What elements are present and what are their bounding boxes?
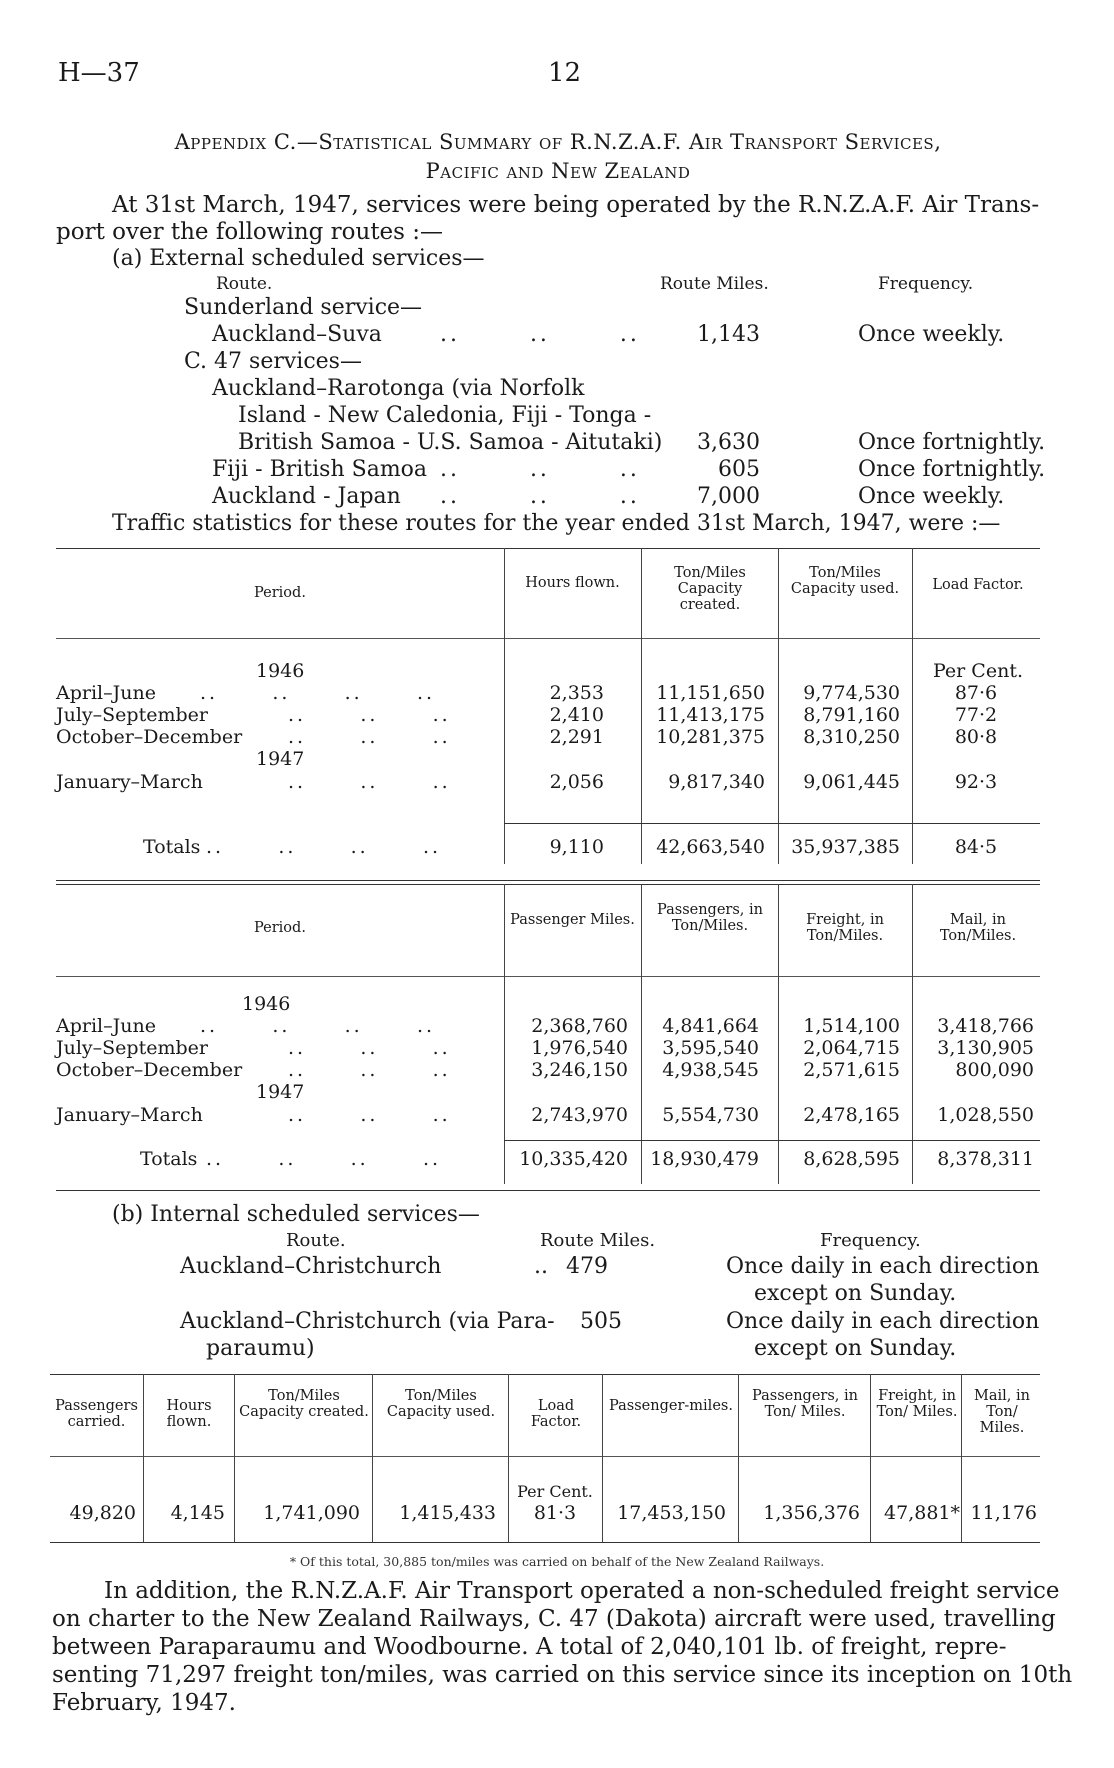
t2-row-passenger-miles: 1,976,540 bbox=[531, 1037, 628, 1059]
leader-dots: .. .. .. .. bbox=[200, 682, 436, 704]
t1-row-load-factor: 77·2 bbox=[954, 704, 998, 726]
t1-header-period: Period. bbox=[254, 585, 306, 601]
t2-row-freight: 2,478,165 bbox=[803, 1104, 900, 1126]
t3-mail: 11,176 bbox=[970, 1502, 1037, 1524]
external-group-c47: C. 47 services— bbox=[184, 349, 362, 374]
t2-row-freight: 1,514,100 bbox=[803, 1015, 900, 1037]
t3-header-passengers-ton-miles: Passengers, in Ton/ Miles. bbox=[752, 1388, 858, 1420]
internal-col-frequency: Frequency. bbox=[820, 1230, 921, 1251]
t3-capacity-created: 1,741,090 bbox=[263, 1502, 360, 1524]
closing-line-2: on charter to the New Zealand Railways, C. 47 (Dakota) aircraft were used, travelling bbox=[52, 1606, 1056, 1632]
t2-row-passengers-ton-miles: 4,841,664 bbox=[662, 1015, 759, 1037]
t2-row-passenger-miles: 2,743,970 bbox=[531, 1104, 628, 1126]
external-col-miles: Route Miles. bbox=[660, 274, 769, 294]
external-route-2-line-2: Island - New Caledonia, Fiji - Tonga - bbox=[238, 403, 652, 428]
t3-hours-flown: 4,145 bbox=[170, 1502, 225, 1524]
t2-totals-passengers-ton-miles: 18,930,479 bbox=[650, 1148, 759, 1170]
external-route-1-frequency: Once weekly. bbox=[858, 322, 1005, 347]
t1-header-capacity-used: Ton/Miles Capacity used. bbox=[790, 565, 900, 597]
external-route-2-line-1: Auckland–Rarotonga (via Norfolk bbox=[212, 376, 585, 401]
t3-header-mail: Mail, in Ton/ Miles. bbox=[974, 1388, 1030, 1436]
table-footnote: * Of this total, 30,885 ton/miles was carried on behalf of the New Zealand Railways. bbox=[289, 1554, 825, 1569]
t1-row-period: October–December bbox=[56, 726, 243, 748]
leader-dots: .. .. .. .. bbox=[200, 1015, 436, 1037]
external-route-3-miles: 605 bbox=[718, 457, 760, 482]
internal-route-1-name: Auckland–Christchurch bbox=[180, 1254, 442, 1279]
leader-dots: .. .. .. bbox=[440, 322, 640, 347]
t3-unit-note: Per Cent. bbox=[517, 1482, 593, 1501]
page-number: 12 bbox=[548, 58, 582, 88]
t1-row-hours: 2,410 bbox=[549, 704, 604, 726]
t2-totals-passenger-miles: 10,335,420 bbox=[519, 1148, 628, 1170]
t1-totals-load-factor: 84·5 bbox=[954, 836, 998, 858]
t3-header-capacity-created: Ton/Miles Capacity created. bbox=[239, 1388, 369, 1420]
external-route-1-name: Auckland–Suva bbox=[212, 322, 382, 347]
t3-load-factor: 81·3 bbox=[533, 1502, 577, 1524]
t3-freight: 47,881* bbox=[884, 1502, 960, 1524]
external-route-1-miles: 1,143 bbox=[697, 322, 760, 347]
leader-dots: .. .. .. bbox=[288, 704, 451, 726]
t2-header-mail: Mail, in Ton/Miles. bbox=[939, 912, 1017, 944]
leader-dots: .. .. .. bbox=[288, 1037, 451, 1059]
external-route-2-frequency: Once fortnightly. bbox=[858, 430, 1046, 455]
internal-route-2-frequency-line-2: except on Sunday. bbox=[754, 1336, 957, 1361]
t2-row-passengers-ton-miles: 5,554,730 bbox=[662, 1104, 759, 1126]
internal-heading: (b) Internal scheduled services— bbox=[112, 1202, 480, 1227]
internal-route-2-name-line-2: paraumu) bbox=[206, 1336, 315, 1361]
t2-row-mail: 3,418,766 bbox=[937, 1015, 1034, 1037]
leader-dots: .. .. .. bbox=[440, 484, 640, 509]
external-route-3-name: Fiji - British Samoa bbox=[212, 457, 428, 482]
t1-row-capacity-used: 8,310,250 bbox=[803, 726, 900, 748]
t2-header-period: Period. bbox=[254, 920, 306, 936]
t2-row-period: July–September bbox=[56, 1037, 208, 1059]
t1-totals-hours: 9,110 bbox=[549, 836, 604, 858]
leader-dots: .. .. .. bbox=[440, 457, 640, 482]
t1-row-load-factor: 87·6 bbox=[954, 682, 998, 704]
t1-row-load-factor: 92·3 bbox=[954, 771, 998, 793]
t2-totals-label: Totals bbox=[140, 1148, 198, 1170]
t2-row-freight: 2,064,715 bbox=[803, 1037, 900, 1059]
t3-capacity-used: 1,415,433 bbox=[399, 1502, 496, 1524]
internal-col-route: Route. bbox=[286, 1230, 346, 1251]
t2-totals-freight: 8,628,595 bbox=[803, 1148, 900, 1170]
external-col-frequency: Frequency. bbox=[878, 274, 974, 294]
external-route-4-frequency: Once weekly. bbox=[858, 484, 1005, 509]
t1-totals-label: Totals bbox=[143, 836, 201, 858]
doc-code: H—37 bbox=[58, 58, 140, 88]
t2-row-mail: 3,130,905 bbox=[937, 1037, 1034, 1059]
t1-row-hours: 2,353 bbox=[549, 682, 604, 704]
intro-line-1: At 31st March, 1947, services were being operated by the R.N.Z.A.F. Air Trans- bbox=[112, 192, 1040, 218]
t1-row-capacity-created: 10,281,375 bbox=[656, 726, 765, 748]
external-heading: (a) External scheduled services— bbox=[112, 246, 485, 271]
t1-row-period: July–September bbox=[56, 704, 208, 726]
leader-dots: .. .. .. bbox=[288, 726, 451, 748]
t3-header-hours-flown: Hours flown. bbox=[166, 1398, 212, 1430]
t1-year-1946: 1946 bbox=[256, 660, 305, 682]
t2-header-freight: Freight, in Ton/Miles. bbox=[806, 912, 884, 944]
t2-year-1947: 1947 bbox=[256, 1081, 305, 1103]
t2-row-period: October–December bbox=[56, 1059, 243, 1081]
t3-header-load-factor: Load Factor. bbox=[530, 1398, 582, 1430]
external-route-2-miles: 3,630 bbox=[697, 430, 760, 455]
external-route-2-line-3: British Samoa - U.S. Samoa - Aitutaki) bbox=[238, 430, 663, 455]
t3-passengers-ton-miles: 1,356,376 bbox=[763, 1502, 860, 1524]
t2-row-freight: 2,571,615 bbox=[803, 1059, 900, 1081]
t1-row-capacity-used: 9,774,530 bbox=[803, 682, 900, 704]
leader-dots: .. bbox=[534, 1254, 548, 1279]
t1-row-hours: 2,291 bbox=[549, 726, 604, 748]
leader-dots: .. .. .. bbox=[288, 1104, 451, 1126]
internal-route-1-frequency-line-1: Once daily in each direction bbox=[726, 1254, 1040, 1279]
t1-row-capacity-used: 8,791,160 bbox=[803, 704, 900, 726]
t2-row-mail: 1,028,550 bbox=[937, 1104, 1034, 1126]
t3-header-passenger-miles: Passenger-miles. bbox=[609, 1398, 733, 1414]
title-line-2: Pacific and New Zealand bbox=[425, 159, 691, 183]
t1-row-period: January–March bbox=[56, 771, 203, 793]
title-line-1: Appendix C.—Statistical Summary of R.N.Z.A.F. Air Transport Services, bbox=[174, 130, 942, 154]
t1-row-capacity-created: 11,151,650 bbox=[656, 682, 765, 704]
t3-header-freight: Freight, in Ton/ Miles. bbox=[876, 1388, 958, 1420]
closing-line-5: February, 1947. bbox=[52, 1690, 236, 1716]
leader-dots: .. .. .. bbox=[288, 771, 451, 793]
t1-header-capacity-created: Ton/Miles Capacity created. bbox=[674, 565, 746, 613]
external-route-4-miles: 7,000 bbox=[697, 484, 760, 509]
t2-row-passenger-miles: 3,246,150 bbox=[531, 1059, 628, 1081]
t1-row-capacity-created: 9,817,340 bbox=[668, 771, 765, 793]
closing-line-3: between Paraparaumu and Woodbourne. A total of 2,040,101 lb. of freight, repre- bbox=[52, 1634, 1007, 1660]
t3-header-capacity-used: Ton/Miles Capacity used. bbox=[386, 1388, 496, 1420]
t1-row-hours: 2,056 bbox=[549, 771, 604, 793]
t2-year-1946: 1946 bbox=[242, 993, 291, 1015]
t2-row-mail: 800,090 bbox=[955, 1059, 1034, 1081]
closing-line-1: In addition, the R.N.Z.A.F. Air Transport operated a non-scheduled freight service bbox=[104, 1578, 1060, 1604]
t1-header-hours: Hours flown. bbox=[525, 575, 620, 591]
t3-header-passengers-carried: Passengers carried. bbox=[55, 1398, 138, 1430]
leader-dots: .. .. .. bbox=[288, 1059, 451, 1081]
closing-line-4: senting 71,297 freight ton/miles, was carried on this service since its inception on 10th bbox=[52, 1662, 1073, 1688]
external-route-3-frequency: Once fortnightly. bbox=[858, 457, 1046, 482]
t2-row-period: April–June bbox=[56, 1015, 156, 1037]
internal-col-miles: Route Miles. bbox=[540, 1230, 656, 1251]
external-col-route: Route. bbox=[216, 274, 273, 294]
traffic-statement: Traffic statistics for these routes for the year ended 31st March, 1947, were :— bbox=[112, 511, 1001, 536]
external-group-sunderland: Sunderland service— bbox=[184, 295, 423, 320]
internal-route-1-frequency-line-2: except on Sunday. bbox=[754, 1281, 957, 1306]
t1-totals-capacity-used: 35,937,385 bbox=[791, 836, 900, 858]
internal-route-2-name-line-1: Auckland–Christchurch (via Para- bbox=[180, 1309, 555, 1334]
t1-year-1947: 1947 bbox=[256, 748, 305, 770]
t2-header-passengers-ton-miles: Passengers, in Ton/Miles. bbox=[657, 902, 763, 934]
internal-route-1-miles: 479 bbox=[566, 1254, 608, 1279]
t2-row-passenger-miles: 2,368,760 bbox=[531, 1015, 628, 1037]
external-route-4-name: Auckland - Japan bbox=[212, 484, 401, 509]
t1-unit-note: Per Cent. bbox=[933, 660, 1023, 682]
leader-dots: .. .. .. .. bbox=[206, 1148, 442, 1170]
t2-row-period: January–March bbox=[56, 1104, 203, 1126]
t2-row-passengers-ton-miles: 4,938,545 bbox=[662, 1059, 759, 1081]
t2-header-passenger-miles: Passenger Miles. bbox=[510, 912, 635, 928]
t1-row-capacity-created: 11,413,175 bbox=[656, 704, 765, 726]
t1-header-load-factor: Load Factor. bbox=[932, 577, 1024, 593]
t3-passengers-carried: 49,820 bbox=[69, 1502, 136, 1524]
t1-row-capacity-used: 9,061,445 bbox=[803, 771, 900, 793]
t1-totals-capacity-created: 42,663,540 bbox=[656, 836, 765, 858]
t2-totals-mail: 8,378,311 bbox=[937, 1148, 1034, 1170]
t2-row-passengers-ton-miles: 3,595,540 bbox=[662, 1037, 759, 1059]
appendix-title bbox=[58, 128, 1058, 186]
t3-passenger-miles: 17,453,150 bbox=[617, 1502, 726, 1524]
leader-dots: .. .. .. .. bbox=[206, 836, 442, 858]
t1-row-load-factor: 80·8 bbox=[954, 726, 998, 748]
t1-row-period: April–June bbox=[56, 682, 156, 704]
internal-route-2-miles: 505 bbox=[580, 1309, 622, 1334]
intro-line-2: port over the following routes :— bbox=[56, 219, 444, 245]
internal-route-2-frequency-line-1: Once daily in each direction bbox=[726, 1309, 1040, 1334]
